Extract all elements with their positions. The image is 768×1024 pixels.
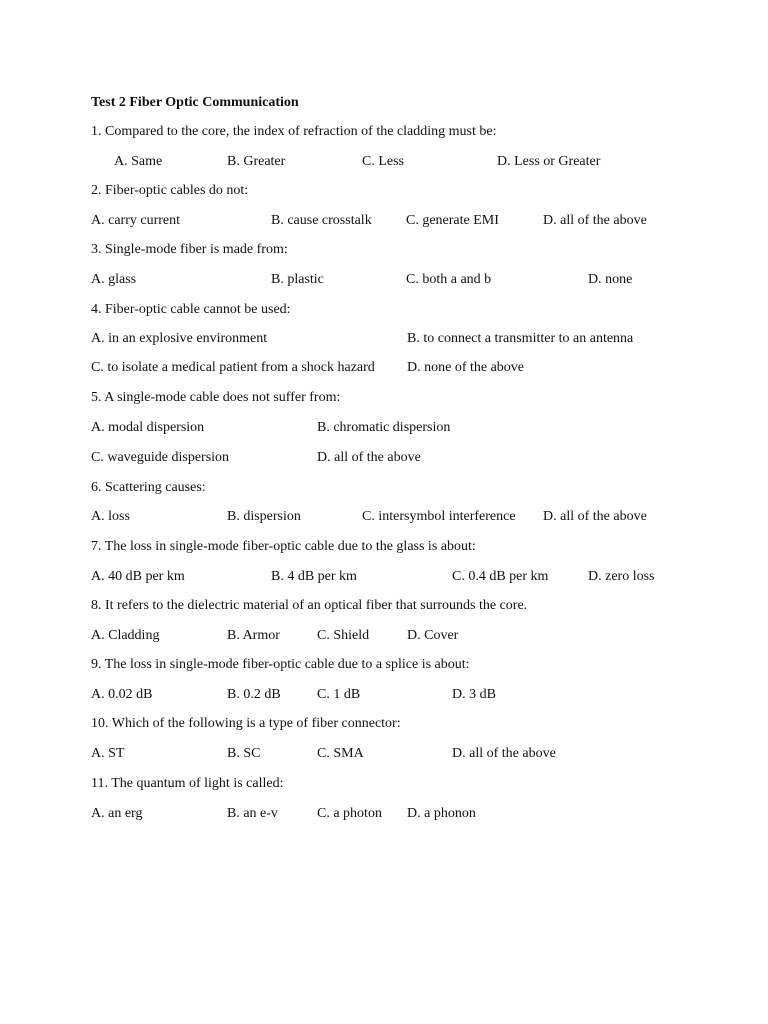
q1-option-d: D. Less or Greater — [497, 154, 601, 169]
q5-option-d: D. all of the above — [317, 450, 421, 465]
q7-option-c: C. 0.4 dB per km — [452, 569, 549, 584]
q11-option-c: C. a photon — [317, 806, 382, 821]
q6-option-b: B. dispersion — [227, 509, 301, 524]
q8-option-b: B. Armor — [227, 628, 280, 643]
q3-option-a: A. glass — [91, 272, 137, 287]
q5-option-a: A. modal dispersion — [91, 420, 205, 435]
q11-option-d: D. a phonon — [407, 806, 476, 821]
q3-option-c: C. both a and b — [406, 272, 492, 287]
q1-option-b: B. Greater — [227, 154, 286, 169]
q8-option-d: D. Cover — [407, 628, 459, 643]
q2-option-b: B. cause crosstalk — [271, 213, 372, 228]
q3-option-d: D. none — [588, 272, 633, 287]
question-8: 8. It refers to the dielectric material of an optical fiber that surrounds the core. — [91, 598, 528, 613]
q4-option-d: D. none of the above — [407, 360, 525, 375]
q10-option-b: B. SC — [227, 746, 261, 761]
question-9: 9. The loss in single-mode fiber-optic cable due to a splice is about: — [91, 657, 470, 672]
q5-option-b: B. chromatic dispersion — [317, 420, 451, 435]
q2-option-d: D. all of the above — [543, 213, 647, 228]
q11-option-b: B. an e-v — [227, 806, 278, 821]
q9-option-b: B. 0.2 dB — [227, 687, 281, 702]
q7-option-d: D. zero loss — [588, 569, 655, 584]
question-4: 4. Fiber-optic cable cannot be used: — [91, 302, 291, 317]
question-3: 3. Single-mode fiber is made from: — [91, 242, 288, 257]
q5-option-c: C. waveguide dispersion — [91, 450, 230, 465]
q9-option-a: A. 0.02 dB — [91, 687, 153, 702]
page-title: Test 2 Fiber Optic Communication — [91, 95, 299, 110]
question-6: 6. Scattering causes: — [91, 480, 206, 495]
question-10: 10. Which of the following is a type of fiber connector: — [91, 716, 401, 731]
question-11: 11. The quantum of light is called: — [91, 776, 284, 791]
question-1: 1. Compared to the core, the index of refraction of the cladding must be: — [91, 124, 497, 139]
q6-option-d: D. all of the above — [543, 509, 647, 524]
q1-option-a: A. Same — [114, 154, 163, 169]
q11-option-a: A. an erg — [91, 806, 143, 821]
question-2: 2. Fiber-optic cables do not: — [91, 183, 249, 198]
q7-option-a: A. 40 dB per km — [91, 569, 185, 584]
q10-option-c: C. SMA — [317, 746, 364, 761]
q10-option-d: D. all of the above — [452, 746, 556, 761]
q8-option-c: C. Shield — [317, 628, 370, 643]
q1-option-c: C. Less — [362, 154, 404, 169]
q2-option-c: C. generate EMI — [406, 213, 499, 228]
q4-option-b: B. to connect a transmitter to an antenna — [407, 331, 634, 346]
q3-option-b: B. plastic — [271, 272, 324, 287]
q4-option-c: C. to isolate a medical patient from a shock hazard — [91, 360, 375, 375]
q6-option-c: C. intersymbol interference — [362, 509, 516, 524]
q9-option-c: C. 1 dB — [317, 687, 361, 702]
question-5: 5. A single-mode cable does not suffer from: — [91, 390, 341, 405]
q2-option-a: A. carry current — [91, 213, 181, 228]
q8-option-a: A. Cladding — [91, 628, 160, 643]
q10-option-a: A. ST — [91, 746, 125, 761]
q9-option-d: D. 3 dB — [452, 687, 496, 702]
q6-option-a: A. loss — [91, 509, 130, 524]
q7-option-b: B. 4 dB per km — [271, 569, 357, 584]
q4-option-a: A. in an explosive environment — [91, 331, 268, 346]
question-7: 7. The loss in single-mode fiber-optic cable due to the glass is about: — [91, 539, 476, 554]
